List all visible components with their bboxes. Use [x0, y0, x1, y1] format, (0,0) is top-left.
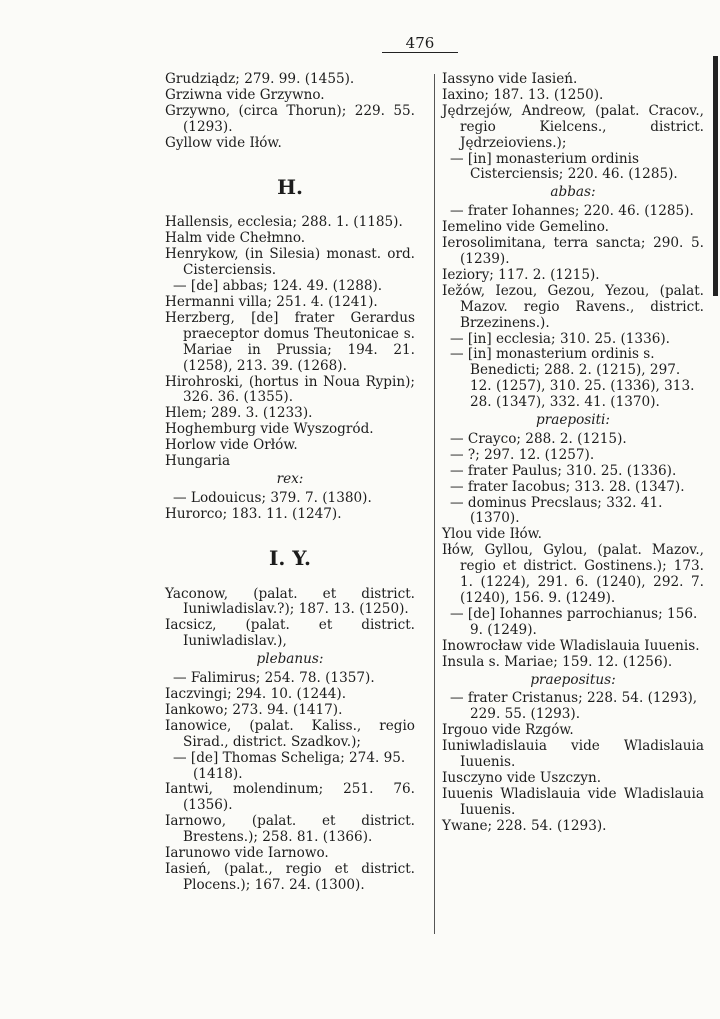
index-subentry: — frater Iohannes; 220. 46. (1285).: [450, 203, 694, 220]
index-entry: Henrykow, (in Silesia) monast. ord. Cisterciensis.: [165, 246, 415, 279]
index-subentry: — [in] monasterium ordinis s. Benedicti; 288. 2. (1215), 297. 12. (1257), 310. 25. (1336), 313. 28. (1347), 332. 41. (1370).: [450, 346, 695, 411]
index-subentry: — frater Cristanus; 228. 54. (1293), 229. 55. (1293).: [450, 690, 698, 723]
right-column: [442, 72, 704, 835]
index-entry: Iasień, (palat., regio et district. Plocens.); 167. 24. (1300).: [165, 860, 415, 893]
section-letter-heading: I. Y.: [269, 545, 311, 570]
index-subentry: — [in] monasterium ordinis Cisterciensis; 220. 46. (1285).: [450, 150, 678, 183]
index-subentry: — Falimirus; 254. 78. (1357).: [173, 670, 375, 687]
index-entry: Hallensis, ecclesia; 288. 1. (1185).: [165, 214, 403, 231]
index-entry: Inowrocław vide Wladislauia Iuuenis.: [442, 637, 700, 654]
index-entry: Insula s. Mariae; 159. 12. (1256).: [442, 653, 673, 670]
index-entry: Iacsicz, (palat. et district. Iuniwladislav.),: [165, 617, 415, 650]
index-entry: Iežów, Iezou, Gezou, Yezou, (palat. Mazov. regio Ravens., district. Brzezinens.).: [442, 282, 704, 331]
index-entry: Iarunowo vide Iarnowo.: [165, 845, 329, 862]
index-entry: Iarnowo, (palat. et district. Brestens.); 258. 81. (1366).: [165, 813, 415, 846]
left-column: [165, 72, 415, 894]
index-entry: Ianowice, (palat. Kaliss., regio Sirad., district. Szadkov.);: [165, 717, 415, 750]
role-label: rex:: [276, 470, 304, 487]
index-entry: Hoghemburg vide Wyszogród.: [165, 421, 374, 438]
index-entry: Ierosolimitana, terra sancta; 290. 5. (1239).: [442, 235, 704, 267]
index-entry: Horlow vide Orłów.: [165, 437, 298, 454]
index-entry: Grudziądz; 279. 99. (1455).: [165, 71, 355, 87]
index-entry: Hermanni villa; 251. 4. (1241).: [165, 293, 378, 310]
index-entry: Ylou vide Iłów.: [442, 526, 542, 543]
index-entry: Hungaria: [165, 453, 231, 470]
index-entry: Ywane; 228. 54. (1293).: [442, 817, 607, 834]
index-subentry: — [de] Iohannes parrochianus; 156. 9. (1249).: [450, 605, 698, 638]
index-entry: Iassyno vide Iasień.: [442, 71, 578, 87]
role-label: praepositus:: [530, 671, 616, 688]
index-subentry: — ?; 297. 12. (1257).: [450, 446, 595, 463]
index-entry: Grziwna vide Grzywno.: [165, 86, 325, 103]
page-edge-mark: [713, 56, 718, 296]
column-divider: [434, 74, 435, 934]
index-subentry: — Lodouicus; 379. 7. (1380).: [173, 489, 372, 506]
index-subentry: — Crayco; 288. 2. (1215).: [450, 430, 627, 447]
index-subentry: — frater Paulus; 310. 25. (1336).: [450, 462, 677, 479]
index-entry: Iemelino vide Gemelino.: [442, 219, 609, 236]
index-entry: Hurorco; 183. 11. (1247).: [165, 505, 342, 522]
section-letter-heading: H.: [277, 174, 303, 199]
index-entry: Irgouo vide Rzgów.: [442, 722, 574, 739]
index-entry: Hirohroski, (hortus in Noua Rypin); 326. 36. (1355).: [165, 373, 415, 406]
index-entry: Iankowo; 273. 94. (1417).: [165, 701, 343, 718]
index-entry: Iłów, Gyllou, Gylou, (palat. Mazov., regio et district. Gostinens.); 173. 1. (1224), 291. 6. (1240), 292. 7. (1240), 156. 9. (1249).: [442, 542, 704, 606]
index-entry: Ieziory; 117. 2. (1215).: [442, 266, 600, 283]
role-label: praepositi:: [536, 412, 610, 429]
index-entry: Iusczyno vide Uszczyn.: [442, 769, 602, 786]
index-entry: Iantwi, molendinum; 251. 76. (1356).: [165, 781, 415, 814]
index-entry: Hlem; 289. 3. (1233).: [165, 405, 313, 422]
page-number: 476: [405, 34, 435, 52]
header-rule: [382, 52, 458, 53]
index-subentry: — dominus Precslaus; 332. 41. (1370).: [450, 494, 663, 527]
index-subentry: — [de] abbas; 124. 49. (1288).: [173, 278, 383, 295]
index-entry: Gyllow vide Iłów.: [165, 134, 282, 151]
index-subentry: — [de] Thomas Scheliga; 274. 95. (1418).: [173, 749, 406, 782]
index-subentry: — [in] ecclesia; 310. 25. (1336).: [450, 330, 670, 347]
role-label: plebanus:: [256, 651, 324, 668]
role-label: abbas:: [550, 184, 596, 201]
index-entry: Iaxino; 187. 13. (1250).: [442, 86, 604, 103]
index-entry: Iuniwladislauia vide Wladislauia Iuuenis.: [442, 738, 704, 771]
index-subentry: — frater Iacobus; 313. 28. (1347).: [450, 478, 685, 495]
index-entry: Grzywno, (circa Thorun); 229. 55. (1293).: [165, 102, 415, 135]
index-entry: Halm vide Chełmno.: [165, 230, 306, 247]
index-entry: Iuuenis Wladislauia vide Wladislauia Iuuenis.: [442, 785, 704, 818]
index-entry: Herzberg, [de] frater Gerardus praeceptor domus Theutonicae s. Mariae in Prussia; 194. 21. (1258), 213. 39. (1268).: [165, 309, 415, 374]
index-entry: Yaconow, (palat. et district. Iuniwladislav.?); 187. 13. (1250).: [165, 585, 415, 618]
index-entry: Jędrzejów, Andreow, (palat. Cracov., regio Kielcens., district. Jędrzeioviens.);: [442, 102, 704, 151]
index-entry: Iaczvingi; 294. 10. (1244).: [165, 686, 347, 702]
